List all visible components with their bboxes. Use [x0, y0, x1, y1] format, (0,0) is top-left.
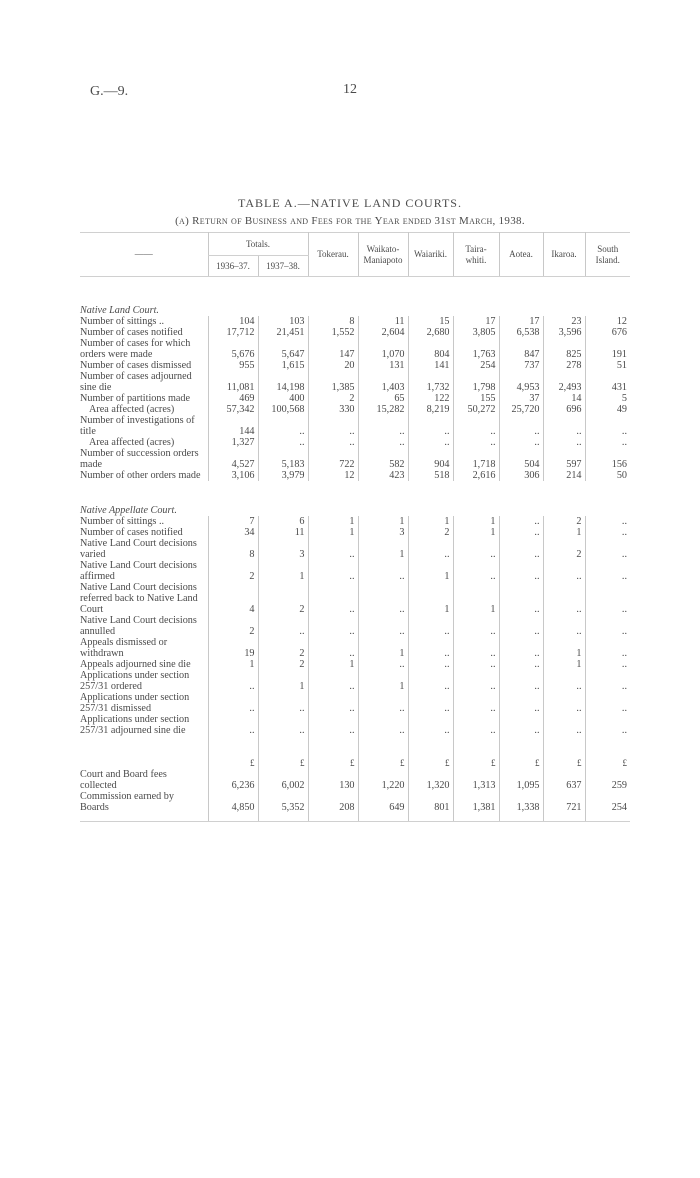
table-row — [80, 670, 630, 692]
cell: .. — [358, 714, 408, 736]
row-label: Commission earned by Boards — [80, 791, 174, 813]
cell: 1 — [308, 516, 358, 527]
cell: 904 — [408, 448, 453, 470]
cell: 17 — [453, 316, 499, 327]
cell: .. — [358, 692, 408, 714]
cell: 518 — [408, 470, 453, 481]
cell: 12 — [585, 316, 630, 327]
cell: 1 — [453, 516, 499, 527]
table-row — [80, 437, 630, 448]
row-label: Native Land Court decisions affirmed — [80, 560, 197, 582]
cell: 208 — [308, 791, 358, 813]
cell: .. — [358, 582, 408, 615]
cell: 4,850 — [208, 791, 258, 813]
cell: .. — [543, 615, 585, 637]
cell: 582 — [358, 448, 408, 470]
cell: 5,676 — [208, 338, 258, 360]
cell: .. — [543, 692, 585, 714]
cell: .. — [543, 582, 585, 615]
cell: 100,568 — [258, 404, 308, 415]
cell: 637 — [543, 769, 585, 791]
table-row — [80, 791, 630, 813]
cell: 103 — [258, 316, 308, 327]
cell: 65 — [358, 393, 408, 404]
cell: 5 — [585, 393, 630, 404]
table-row — [80, 327, 630, 338]
cell: .. — [543, 415, 585, 437]
cell: 1 — [453, 582, 499, 615]
currency-symbol: £ — [208, 736, 258, 769]
cell: .. — [543, 714, 585, 736]
cell: 1,798 — [453, 371, 499, 393]
cell: 20 — [308, 360, 358, 371]
cell: .. — [585, 560, 630, 582]
cell: .. — [499, 714, 543, 736]
cell: 6,236 — [208, 769, 258, 791]
cell: .. — [408, 692, 453, 714]
cell: 847 — [499, 338, 543, 360]
row-label: Applications under section 257/31 ordered — [80, 670, 190, 692]
cell: 1 — [453, 527, 499, 538]
cell: .. — [499, 615, 543, 637]
cell: 1 — [358, 670, 408, 692]
cell: 1,552 — [308, 327, 358, 338]
cell: 1 — [258, 670, 308, 692]
section-native-appellate-court: Native Appellate Court. — [80, 505, 177, 516]
cell: 25,720 — [499, 404, 543, 415]
header-blank: —— — [80, 233, 208, 277]
cell: 6,002 — [258, 769, 308, 791]
cell: 156 — [585, 448, 630, 470]
header-district: Waikato-Maniapoto — [358, 233, 408, 277]
cell: 2 — [308, 393, 358, 404]
header-district: Taira-whiti. — [453, 233, 499, 277]
table-row — [80, 527, 630, 538]
cell: .. — [208, 714, 258, 736]
cell: 104 — [208, 316, 258, 327]
cell: 804 — [408, 338, 453, 360]
cell: 1,381 — [453, 791, 499, 813]
row-label: Applications under section 257/31 adjourned sine die — [80, 714, 190, 736]
cell: 57,342 — [208, 404, 258, 415]
cell: 5,647 — [258, 338, 308, 360]
cell: .. — [585, 637, 630, 659]
cell: 2 — [258, 582, 308, 615]
cell: 2 — [543, 516, 585, 527]
cell: .. — [358, 615, 408, 637]
cell: .. — [308, 714, 358, 736]
cell: 6 — [258, 516, 308, 527]
table-row — [80, 538, 630, 560]
cell: 7 — [208, 516, 258, 527]
cell: 50 — [585, 470, 630, 481]
cell: 21,451 — [258, 327, 308, 338]
cell: 131 — [358, 360, 408, 371]
row-label: Number of sittings .. — [80, 516, 165, 527]
row-label: Number of cases notified — [80, 527, 183, 538]
cell: .. — [408, 538, 453, 560]
cell: 6,538 — [499, 327, 543, 338]
cell: 2 — [208, 560, 258, 582]
cell: 1,327 — [208, 437, 258, 448]
cell: 11 — [358, 316, 408, 327]
cell: .. — [308, 538, 358, 560]
cell: 1,615 — [258, 360, 308, 371]
cell: .. — [453, 692, 499, 714]
cell: .. — [585, 527, 630, 538]
cell: 1,313 — [453, 769, 499, 791]
table-row — [80, 637, 630, 659]
native-land-courts-table — [80, 232, 630, 822]
cell: .. — [543, 437, 585, 448]
cell: 5,352 — [258, 791, 308, 813]
cell: 259 — [585, 769, 630, 791]
table-row — [80, 582, 630, 615]
row-label: Number of partitions made — [80, 393, 191, 404]
cell: 649 — [358, 791, 408, 813]
cell: 4,953 — [499, 371, 543, 393]
cell: 4,527 — [208, 448, 258, 470]
cell: .. — [453, 538, 499, 560]
cell: 722 — [308, 448, 358, 470]
table-row — [80, 393, 630, 404]
header-year: 1936–37. — [208, 256, 258, 277]
cell: .. — [208, 670, 258, 692]
cell: 801 — [408, 791, 453, 813]
cell: 1,320 — [408, 769, 453, 791]
cell: .. — [499, 538, 543, 560]
cell: 2,604 — [358, 327, 408, 338]
row-label: Court and Board fees collected — [80, 769, 167, 791]
header-district: Ikaroa. — [543, 233, 585, 277]
currency-symbol: £ — [308, 736, 358, 769]
cell: 50,272 — [453, 404, 499, 415]
cell: .. — [308, 437, 358, 448]
cell: 15 — [408, 316, 453, 327]
cell: 1 — [258, 560, 308, 582]
cell: 1 — [308, 527, 358, 538]
cell: .. — [499, 659, 543, 670]
cell: .. — [358, 659, 408, 670]
cell: .. — [585, 437, 630, 448]
cell: 214 — [543, 470, 585, 481]
cell: 1 — [543, 637, 585, 659]
currency-symbol: £ — [258, 736, 308, 769]
cell: 141 — [408, 360, 453, 371]
page-ref: G.—9. — [90, 84, 129, 99]
cell: 1,732 — [408, 371, 453, 393]
cell: 1,070 — [358, 338, 408, 360]
cell: 3 — [258, 538, 308, 560]
cell: 1 — [408, 582, 453, 615]
cell: 1 — [408, 516, 453, 527]
cell: .. — [408, 415, 453, 437]
cell: .. — [453, 659, 499, 670]
cell: 1,338 — [499, 791, 543, 813]
cell: .. — [585, 415, 630, 437]
cell: 696 — [543, 404, 585, 415]
cell: .. — [453, 437, 499, 448]
cell: 51 — [585, 360, 630, 371]
row-label: Number of cases dismissed — [80, 360, 192, 371]
cell: 3,106 — [208, 470, 258, 481]
row-label: Area affected (acres) — [89, 404, 175, 415]
cell: 1 — [308, 659, 358, 670]
cell: 1 — [358, 538, 408, 560]
row-label: Number of cases for which orders were made — [80, 338, 191, 360]
cell: .. — [308, 670, 358, 692]
page-number: 12 — [343, 82, 357, 97]
table-row — [80, 360, 630, 371]
table-row — [80, 316, 630, 327]
cell: 23 — [543, 316, 585, 327]
table-subtitle: (a) Return of Business and Fees for the Year ended 31st March, 1938. — [175, 215, 525, 227]
cell: .. — [453, 615, 499, 637]
cell: 2 — [258, 637, 308, 659]
cell: .. — [308, 637, 358, 659]
cell: .. — [585, 692, 630, 714]
row-label: Number of succession orders made — [80, 448, 199, 470]
cell: 3,979 — [258, 470, 308, 481]
table-row — [80, 338, 630, 360]
table-row — [80, 714, 630, 736]
table-bottom-rule — [80, 813, 630, 822]
cell: .. — [308, 615, 358, 637]
cell: 1 — [543, 527, 585, 538]
cell: 2,493 — [543, 371, 585, 393]
row-label: Area affected (acres) — [89, 437, 175, 448]
header-district: Waiariki. — [408, 233, 453, 277]
table-row — [80, 692, 630, 714]
row-label: Applications under section 257/31 dismissed — [80, 692, 190, 714]
currency-symbol: £ — [453, 736, 499, 769]
cell: 1 — [358, 637, 408, 659]
table-row — [80, 415, 630, 437]
cell: 49 — [585, 404, 630, 415]
cell: .. — [543, 670, 585, 692]
cell: .. — [358, 437, 408, 448]
cell: 144 — [208, 415, 258, 437]
cell: 37 — [499, 393, 543, 404]
cell: 1,385 — [308, 371, 358, 393]
cell: 191 — [585, 338, 630, 360]
cell: 254 — [585, 791, 630, 813]
cell: 825 — [543, 338, 585, 360]
currency-symbol: £ — [499, 736, 543, 769]
row-label: Number of sittings .. — [80, 316, 165, 327]
cell: .. — [585, 670, 630, 692]
currency-row-blank — [80, 736, 208, 769]
cell: 8 — [208, 538, 258, 560]
table-row — [80, 404, 630, 415]
cell: 1 — [408, 560, 453, 582]
cell: .. — [258, 437, 308, 448]
cell: .. — [585, 714, 630, 736]
table-row — [80, 769, 630, 791]
cell: .. — [258, 714, 308, 736]
row-label: Native Land Court decisions referred back to Native Land Court — [80, 582, 198, 615]
cell: 3,805 — [453, 327, 499, 338]
cell: 8 — [308, 316, 358, 327]
cell: .. — [408, 659, 453, 670]
cell: 2 — [543, 538, 585, 560]
row-label: Number of investigations of title — [80, 415, 195, 437]
cell: .. — [408, 637, 453, 659]
cell: 469 — [208, 393, 258, 404]
cell: 8,219 — [408, 404, 453, 415]
table-row — [80, 470, 630, 481]
cell: 3 — [358, 527, 408, 538]
cell: 15,282 — [358, 404, 408, 415]
cell: 1,763 — [453, 338, 499, 360]
cell: .. — [499, 692, 543, 714]
cell: .. — [585, 615, 630, 637]
cell: .. — [499, 637, 543, 659]
cell: .. — [208, 692, 258, 714]
header-totals: Totals. — [208, 233, 308, 256]
cell: 2 — [408, 527, 453, 538]
cell: .. — [499, 437, 543, 448]
section-native-land-court: Native Land Court. — [80, 305, 159, 316]
cell: 306 — [499, 470, 543, 481]
cell: .. — [499, 560, 543, 582]
currency-symbol: £ — [585, 736, 630, 769]
cell: 155 — [453, 393, 499, 404]
cell: 2,680 — [408, 327, 453, 338]
cell: 14,198 — [258, 371, 308, 393]
cell: 17 — [499, 316, 543, 327]
currency-symbol: £ — [408, 736, 453, 769]
table-row — [80, 371, 630, 393]
cell: .. — [258, 415, 308, 437]
cell: 737 — [499, 360, 543, 371]
cell: 597 — [543, 448, 585, 470]
cell: .. — [585, 582, 630, 615]
header-year: 1937–38. — [258, 256, 308, 277]
cell: .. — [408, 437, 453, 448]
cell: .. — [308, 692, 358, 714]
row-label: Number of cases notified — [80, 327, 183, 338]
cell: 2 — [208, 615, 258, 637]
currency-symbol: £ — [358, 736, 408, 769]
currency-row — [80, 736, 630, 769]
cell: .. — [408, 714, 453, 736]
cell: 278 — [543, 360, 585, 371]
cell: 2,616 — [453, 470, 499, 481]
row-label: Number of cases adjourned sine die — [80, 371, 192, 393]
cell: 19 — [208, 637, 258, 659]
row-label: Appeals adjourned sine die — [80, 659, 191, 670]
row-label: Native Land Court decisions annulled — [80, 615, 197, 637]
cell: 330 — [308, 404, 358, 415]
row-label: Number of other orders made — [80, 470, 201, 481]
table-row — [80, 560, 630, 582]
cell: 2 — [258, 659, 308, 670]
cell: .. — [308, 582, 358, 615]
cell: .. — [499, 527, 543, 538]
cell: 1,220 — [358, 769, 408, 791]
cell: 721 — [543, 791, 585, 813]
cell: 11 — [258, 527, 308, 538]
header-district: South Island. — [585, 233, 630, 277]
cell: 1 — [543, 659, 585, 670]
cell: .. — [453, 714, 499, 736]
cell: .. — [308, 415, 358, 437]
table-row — [80, 448, 630, 470]
cell: 1,718 — [453, 448, 499, 470]
cell: 122 — [408, 393, 453, 404]
cell: .. — [453, 560, 499, 582]
cell: .. — [453, 415, 499, 437]
row-label: Appeals dismissed or withdrawn — [80, 637, 168, 659]
cell: .. — [585, 516, 630, 527]
cell: .. — [453, 637, 499, 659]
cell: .. — [258, 692, 308, 714]
cell: .. — [258, 615, 308, 637]
cell: 254 — [453, 360, 499, 371]
cell: 12 — [308, 470, 358, 481]
cell: 147 — [308, 338, 358, 360]
table-row — [80, 615, 630, 637]
cell: .. — [585, 538, 630, 560]
header-district: Tokerau. — [308, 233, 358, 277]
cell: .. — [408, 615, 453, 637]
row-label: Native Land Court decisions varied — [80, 538, 197, 560]
cell: 4 — [208, 582, 258, 615]
cell: .. — [358, 560, 408, 582]
table-row — [80, 516, 630, 527]
cell: 14 — [543, 393, 585, 404]
cell: 5,183 — [258, 448, 308, 470]
currency-symbol: £ — [543, 736, 585, 769]
cell: 955 — [208, 360, 258, 371]
cell: 676 — [585, 327, 630, 338]
cell: .. — [358, 415, 408, 437]
cell: 1,403 — [358, 371, 408, 393]
cell: 1 — [358, 516, 408, 527]
cell: 11,081 — [208, 371, 258, 393]
cell: .. — [585, 659, 630, 670]
cell: 1,095 — [499, 769, 543, 791]
cell: .. — [543, 560, 585, 582]
cell: 3,596 — [543, 327, 585, 338]
cell: .. — [499, 582, 543, 615]
cell: .. — [408, 670, 453, 692]
cell: 400 — [258, 393, 308, 404]
cell: 130 — [308, 769, 358, 791]
cell: 1 — [208, 659, 258, 670]
cell: .. — [453, 670, 499, 692]
cell: .. — [499, 516, 543, 527]
cell: .. — [308, 560, 358, 582]
cell: 431 — [585, 371, 630, 393]
cell: .. — [499, 415, 543, 437]
cell: 423 — [358, 470, 408, 481]
header-district: Aotea. — [499, 233, 543, 277]
cell: .. — [499, 670, 543, 692]
cell: 504 — [499, 448, 543, 470]
cell: 34 — [208, 527, 258, 538]
table-title: TABLE A.—NATIVE LAND COURTS. — [238, 196, 462, 210]
cell: 17,712 — [208, 327, 258, 338]
table-row — [80, 659, 630, 670]
